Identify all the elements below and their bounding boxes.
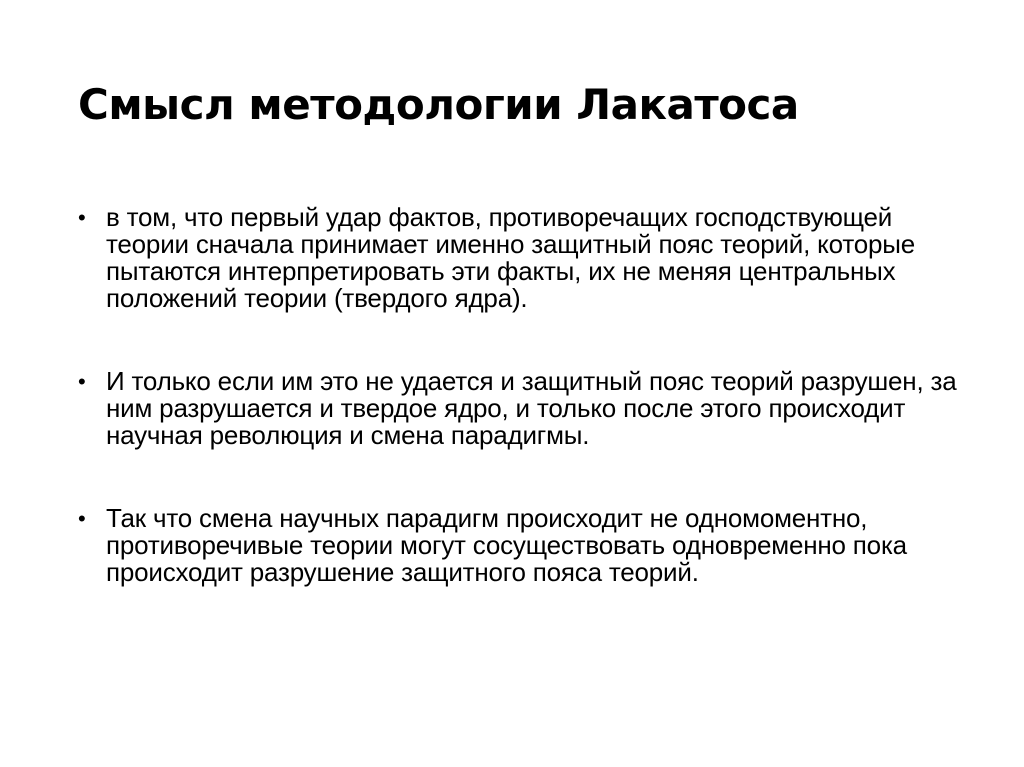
bullet-list bbox=[78, 204, 958, 586]
bullet-icon: • bbox=[78, 506, 86, 531]
bullet-text: Так что смена научных парадигм происходит не одномоментно, противоречивые теории могут сосуществовать одновременно пока происходит разрушение защитного пояса теорий. bbox=[106, 503, 907, 587]
bullet-icon: • bbox=[78, 205, 86, 230]
bullet-item bbox=[78, 204, 958, 312]
bullet-text: в том, что первый удар фактов, противоречащих господствующей теории сначала принимает именно защитный пояс теорий, которые пытаются интерпретировать эти факты, их не меняя центральных положений теории (твердого ядра). bbox=[106, 202, 916, 313]
bullet-item bbox=[78, 505, 958, 586]
bullet-text: И только если им это не удается и защитный пояс теорий разрушен, за ним разрушается и твердое ядро, и только после этого происходит научная революция и смена парадигмы. bbox=[106, 366, 957, 450]
bullet-item bbox=[78, 368, 958, 449]
slide-title: Смысл методологии Лакатоса bbox=[78, 80, 799, 129]
bullet-icon: • bbox=[78, 369, 86, 394]
